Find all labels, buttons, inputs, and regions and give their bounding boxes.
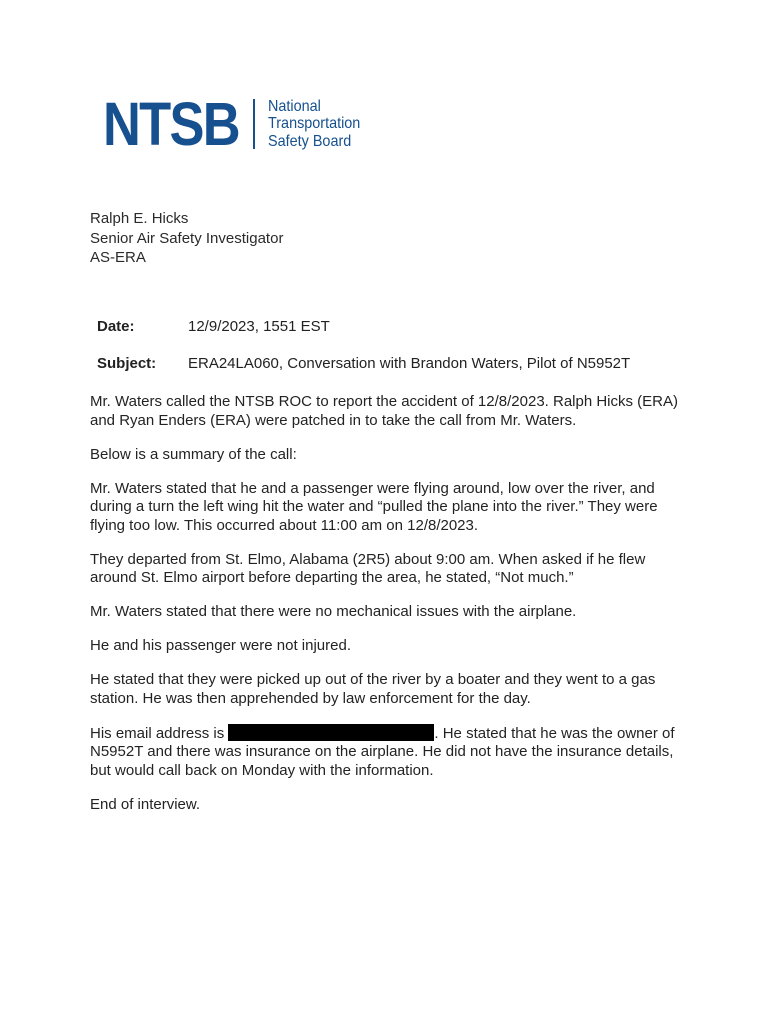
paragraph-summary-intro: Below is a summary of the call:	[90, 445, 297, 463]
paragraph-rescue: He stated that they were picked up out of the river by a boater and they went to a gas station. He was then apprehended by law enforcement for the day.	[90, 671, 656, 707]
ntsb-logo	[103, 90, 371, 158]
paragraph-injuries: He and his passenger were not injured.	[90, 637, 351, 654]
date-value: 12/9/2023, 1551 EST	[188, 318, 330, 335]
contact-text-after: . He stated that he was the owner of N5952T and there was insurance on the airplane. He did not have the insurance details, but would call back on Monday with the information.	[90, 724, 675, 779]
logo-line-1: National	[268, 97, 321, 115]
subject-value: ERA24LA060, Conversation with Brandon Waters, Pilot of N5952T	[188, 355, 631, 372]
paragraph-contact	[90, 724, 682, 781]
logo-wordmark	[268, 98, 360, 151]
sender-name: Ralph E. Hicks	[90, 210, 189, 227]
sender-block	[90, 209, 283, 268]
date-label: Date:	[97, 318, 135, 335]
paragraph-call-report: Mr. Waters called the NTSB ROC to report the accident of 12/8/2023. Ralph Hicks (ERA) and Ryan Enders (ERA) were patched in to take the call from Mr. Waters.	[90, 393, 679, 429]
logo-mark: NTSB	[103, 90, 239, 158]
paragraph-departure: They departed from St. Elmo, Alabama (2R5) about 9:00 am. When asked if he flew around St. Elmo airport before departing the area, he stated, “Not much.”	[90, 550, 646, 586]
logo-line-2: Transportation	[268, 115, 361, 133]
paragraph-mechanical: Mr. Waters stated that there were no mechanical issues with the airplane.	[90, 603, 577, 620]
paragraph-accident-description: Mr. Waters stated that he and a passenger were flying around, low over the river, and during a turn the left wing hit the water and “pulled the plane into the river.” They were flying too low. This occurred about 11:00 am on 12/8/2023.	[90, 479, 658, 534]
subject-label: Subject:	[97, 355, 157, 372]
subject-row	[97, 354, 630, 373]
memo-body	[90, 393, 682, 830]
sender-title: Senior Air Safety Investigator	[90, 229, 284, 247]
sender-office: AS-ERA	[90, 249, 146, 266]
contact-text-before: His email address is	[90, 724, 229, 742]
date-row	[97, 317, 330, 336]
redaction-box	[228, 724, 434, 741]
logo-divider	[253, 99, 255, 149]
paragraph-end: End of interview.	[90, 795, 201, 813]
logo-line-3: Safety Board	[268, 132, 352, 150]
